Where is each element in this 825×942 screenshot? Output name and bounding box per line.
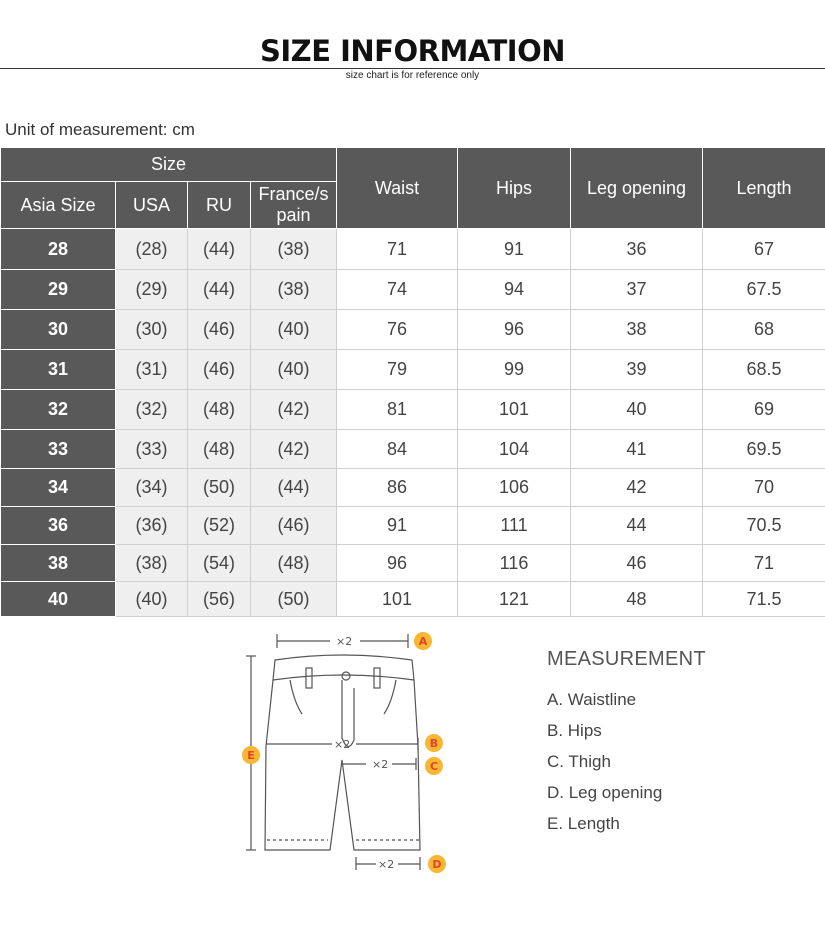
table-cell: 34 — [1, 469, 116, 507]
table-cell: (38) — [116, 545, 188, 582]
table-cell: 69.5 — [703, 430, 825, 469]
table-row — [1, 229, 825, 270]
table-cell: (42) — [251, 390, 337, 430]
table-cell: (52) — [188, 507, 251, 545]
table-cell: 67 — [703, 229, 825, 270]
table-cell: (42) — [251, 430, 337, 469]
table-cell: 96 — [337, 545, 458, 582]
svg-text:A: A — [418, 635, 428, 648]
france-spain-header: France/s pain — [251, 182, 337, 229]
table-cell: (50) — [188, 469, 251, 507]
table-row — [1, 350, 825, 390]
table-cell: 104 — [458, 430, 571, 469]
table-cell: (44) — [188, 270, 251, 310]
table-cell: 74 — [337, 270, 458, 310]
svg-text:D: D — [432, 858, 442, 871]
table-cell: (48) — [188, 430, 251, 469]
table-cell: 86 — [337, 469, 458, 507]
measurement-item-hips: B. Hips — [547, 721, 602, 740]
measurement-item-length: E. Length — [547, 814, 620, 833]
table-cell: 79 — [337, 350, 458, 390]
table-cell: 48 — [571, 582, 703, 617]
table-cell: (54) — [188, 545, 251, 582]
table-cell: (38) — [251, 270, 337, 310]
table-cell: (34) — [116, 469, 188, 507]
title-divider — [0, 68, 825, 69]
shorts-measurement-icon — [232, 628, 452, 878]
ru-header: RU — [188, 182, 251, 229]
svg-text:×2: ×2 — [336, 635, 353, 648]
table-cell: 76 — [337, 310, 458, 350]
table-row — [1, 582, 825, 617]
usa-header: USA — [116, 182, 188, 229]
table-cell: 91 — [337, 507, 458, 545]
table-row — [1, 507, 825, 545]
page-subtitle: size chart is for reference only — [345, 70, 480, 81]
table-cell: 30 — [1, 310, 116, 350]
table-cell: 99 — [458, 350, 571, 390]
table-cell: (29) — [116, 270, 188, 310]
table-cell: (30) — [116, 310, 188, 350]
table-cell: 68 — [703, 310, 825, 350]
table-cell: 70 — [703, 469, 825, 507]
table-cell: 71.5 — [703, 582, 825, 617]
table-cell: (40) — [251, 310, 337, 350]
table-cell: (33) — [116, 430, 188, 469]
table-row — [1, 270, 825, 310]
size-table — [0, 147, 825, 617]
svg-text:C: C — [429, 760, 439, 773]
table-cell: (46) — [188, 310, 251, 350]
table-cell: 68.5 — [703, 350, 825, 390]
table-cell: (44) — [251, 469, 337, 507]
table-cell: (50) — [251, 582, 337, 617]
table-cell: 121 — [458, 582, 571, 617]
svg-text:B: B — [429, 737, 439, 750]
length-header: Length — [703, 148, 825, 229]
table-cell: 81 — [337, 390, 458, 430]
table-cell: (31) — [116, 350, 188, 390]
table-cell: (40) — [116, 582, 188, 617]
table-cell: (46) — [188, 350, 251, 390]
table-cell: (28) — [116, 229, 188, 270]
table-cell: 32 — [1, 390, 116, 430]
table-cell: 41 — [571, 430, 703, 469]
table-cell: (56) — [188, 582, 251, 617]
table-cell: (44) — [188, 229, 251, 270]
leg-opening-header: Leg opening — [571, 148, 703, 229]
table-cell: 71 — [337, 229, 458, 270]
table-cell: 31 — [1, 350, 116, 390]
table-cell: 91 — [458, 229, 571, 270]
table-cell: 33 — [1, 430, 116, 469]
table-cell: (48) — [188, 390, 251, 430]
svg-text:×2: ×2 — [372, 758, 389, 771]
table-cell: 40 — [571, 390, 703, 430]
table-row — [1, 390, 825, 430]
table-cell: 28 — [1, 229, 116, 270]
table-cell: (32) — [116, 390, 188, 430]
measurement-list — [547, 689, 662, 844]
table-cell: (36) — [116, 507, 188, 545]
asia-size-header: Asia Size — [1, 182, 116, 229]
table-cell: 29 — [1, 270, 116, 310]
svg-text:×2: ×2 — [334, 738, 351, 751]
table-cell: 39 — [571, 350, 703, 390]
svg-text:×2: ×2 — [378, 858, 395, 871]
table-cell: 116 — [458, 545, 571, 582]
measurement-title: MEASUREMENT — [547, 648, 706, 670]
table-row — [1, 310, 825, 350]
table-cell: 71 — [703, 545, 825, 582]
table-row — [1, 430, 825, 469]
table-cell: 38 — [1, 545, 116, 582]
table-cell: 101 — [337, 582, 458, 617]
page-title: SIZE INFORMATION — [259, 34, 565, 68]
table-cell: 37 — [571, 270, 703, 310]
table-cell: 67.5 — [703, 270, 825, 310]
size-table-body — [1, 229, 825, 617]
table-cell: 84 — [337, 430, 458, 469]
table-cell: 101 — [458, 390, 571, 430]
table-row — [1, 545, 825, 582]
table-cell: (38) — [251, 229, 337, 270]
table-cell: 36 — [1, 507, 116, 545]
size-group-header: Size — [1, 148, 337, 182]
hips-header: Hips — [458, 148, 571, 229]
unit-label: Unit of measurement: cm — [5, 120, 195, 139]
table-cell: (48) — [251, 545, 337, 582]
measurement-item-waistline: A. Waistline — [547, 690, 637, 709]
table-cell: 40 — [1, 582, 116, 617]
table-cell: 38 — [571, 310, 703, 350]
table-cell: 36 — [571, 229, 703, 270]
waist-header: Waist — [337, 148, 458, 229]
table-cell: 94 — [458, 270, 571, 310]
table-cell: (46) — [251, 507, 337, 545]
svg-text:E: E — [247, 749, 255, 762]
measurement-item-leg-opening: D. Leg opening — [547, 783, 663, 802]
table-cell: 46 — [571, 545, 703, 582]
table-row — [1, 469, 825, 507]
table-cell: (40) — [251, 350, 337, 390]
measurement-item-thigh: C. Thigh — [547, 752, 611, 771]
table-cell: 96 — [458, 310, 571, 350]
table-cell: 69 — [703, 390, 825, 430]
table-cell: 111 — [458, 507, 571, 545]
table-cell: 70.5 — [703, 507, 825, 545]
table-cell: 42 — [571, 469, 703, 507]
table-cell: 106 — [458, 469, 571, 507]
table-cell: 44 — [571, 507, 703, 545]
